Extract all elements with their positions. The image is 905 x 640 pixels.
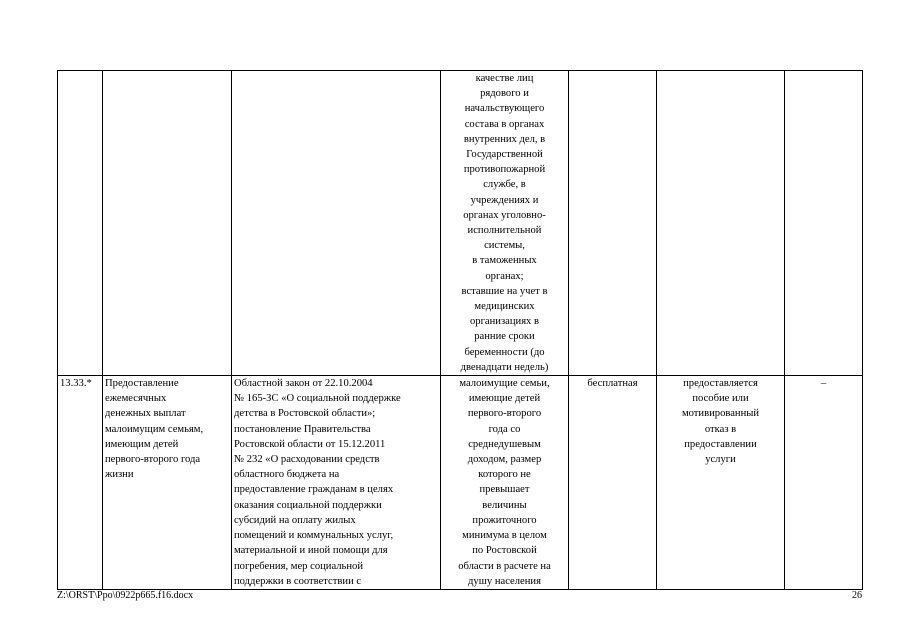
- cell-service-name: Предоставление ежемесячных денежных выплат малоимущим семьям, имеющим детей первого-второго года жизни: [103, 376, 232, 590]
- cell-payment: [569, 71, 657, 376]
- cell-number: [58, 71, 103, 376]
- cell-service-name: [103, 71, 232, 376]
- footer-file-path: Z:\ORST\Ppo\0922p665.f16.docx: [57, 590, 194, 601]
- services-table: [57, 70, 863, 590]
- table-row: [58, 71, 863, 376]
- cell-result: предоставляется пособие или мотивированный отказ в предоставлении услуги: [657, 376, 785, 590]
- cell-legal-basis: [232, 71, 441, 376]
- cell-result: [657, 71, 785, 376]
- cell-number: 13.33.*: [58, 376, 103, 590]
- cell-note: –: [785, 376, 863, 590]
- cell-payment: бесплатная: [569, 376, 657, 590]
- cell-recipients: малоимущие семьи, имеющие детей первого-второго года со среднедушевым доходом, размер которого не превышает величины прожиточного минимума в целом по Ростовской области в расчете на душу населения: [441, 376, 569, 590]
- table-row: [58, 376, 863, 590]
- cell-recipients: качестве лиц рядового и начальствующего состава в органах внутренних дел, в Государственной противопожарной службе, в учреждениях и органах уголовно- исполнительной системы, в таможенных органах; вставшие на учет в медицинских организациях в ранние сроки беременности (до двенадцати недель): [441, 71, 569, 376]
- cell-note: [785, 71, 863, 376]
- cell-legal-basis: Областной закон от 22.10.2004 № 165-ЗС «О социальной поддержке детства в Ростовской области»; постановление Правительства Ростовской области от 15.12.2011 № 232 «О расходовании средств областного бюджета на предоставление гражданам в целях оказания социальной поддержки субсидий на оплату жилых помещений и коммунальных услуг, материальной и иной помощи для погребения, мер социальной поддержки в соответствии с: [232, 376, 441, 590]
- footer-page-number: 26: [852, 590, 862, 601]
